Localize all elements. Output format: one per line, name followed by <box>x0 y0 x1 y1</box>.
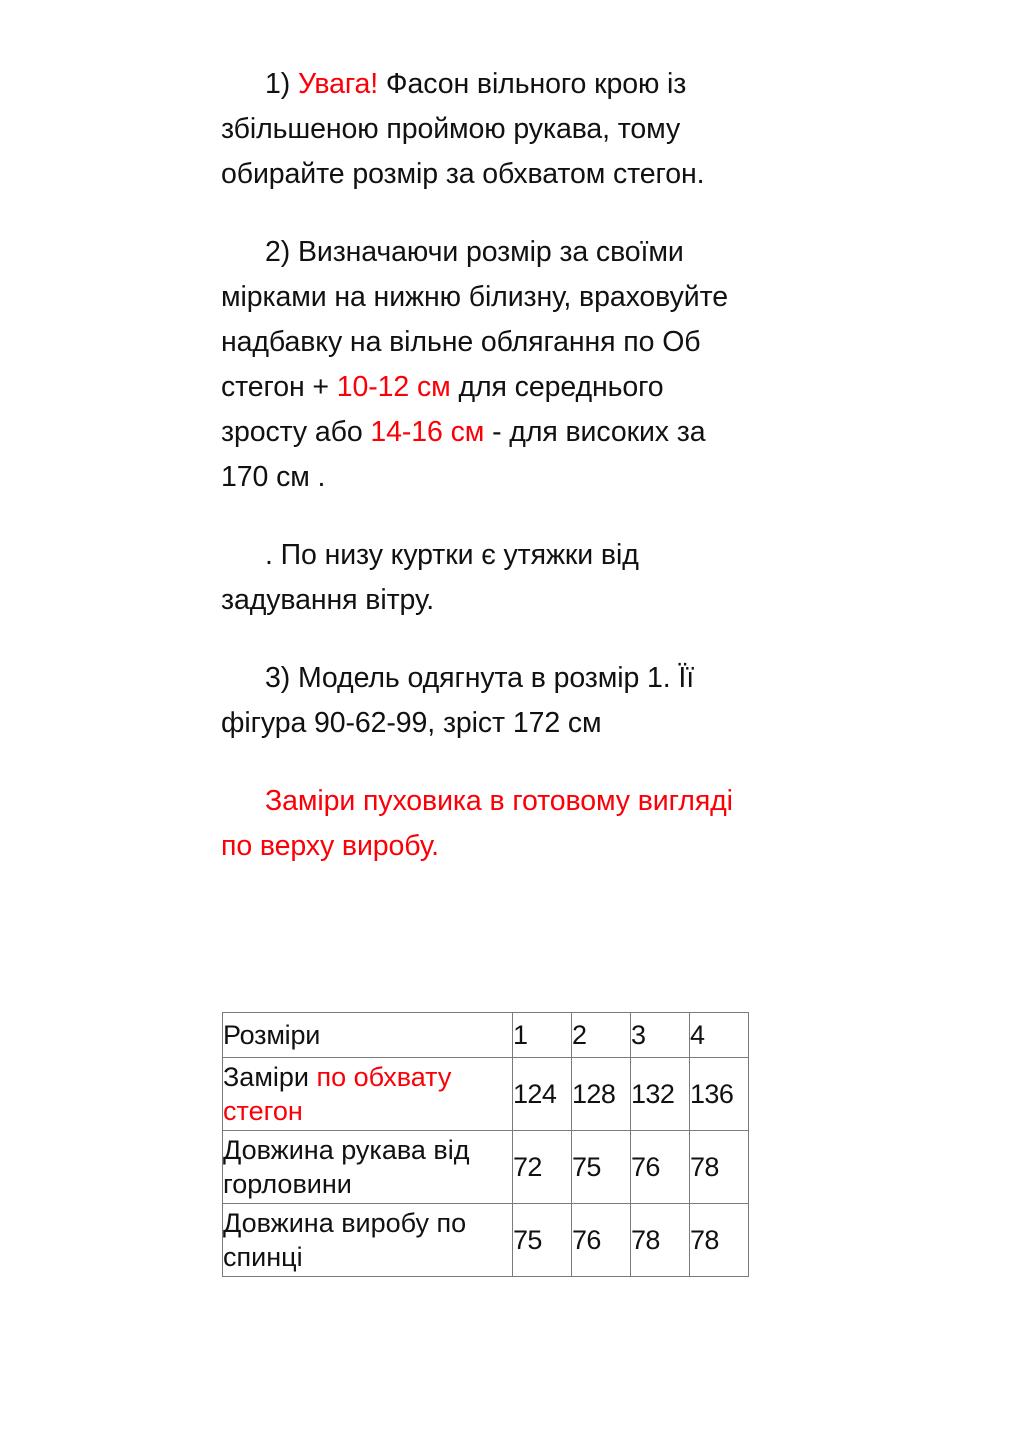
table-cell-value-2: 75 <box>572 1131 631 1204</box>
table-row-label <box>223 1204 513 1277</box>
body-text: 1) <box>265 68 298 100</box>
table-header-row <box>223 1013 749 1058</box>
red-emphasis-text: по обхвату стегон <box>223 1062 452 1126</box>
body-text: для середнього зросту або <box>221 371 664 448</box>
body-text: Довжина виробу по спинці <box>223 1208 467 1272</box>
table-row <box>223 1204 749 1277</box>
paragraph-1 <box>221 62 749 197</box>
table-row <box>223 1058 749 1131</box>
table-cell-value-3: 132 <box>631 1058 690 1131</box>
table-cell-value-3: 76 <box>631 1131 690 1204</box>
paragraph-2 <box>221 230 749 500</box>
paragraph-4 <box>221 656 749 746</box>
table-row-label <box>223 1131 513 1204</box>
text-content-column <box>221 62 749 869</box>
table-cell-value-2: 128 <box>572 1058 631 1131</box>
body-text: Довжина рукава від горловини <box>223 1135 470 1199</box>
table-cell-value-1: 72 <box>513 1131 572 1204</box>
table-cell-value-2: 76 <box>572 1204 631 1277</box>
table-body <box>223 1058 749 1277</box>
table-cell-value-4: 78 <box>690 1131 749 1204</box>
table-cell-value-1: 124 <box>513 1058 572 1131</box>
size-table <box>222 1012 749 1277</box>
red-emphasis-text: 14-16 см <box>370 416 485 448</box>
table-cell-value-4: 136 <box>690 1058 749 1131</box>
table-header-label: Розміри <box>223 1013 513 1058</box>
table-row <box>223 1131 749 1204</box>
table-row-label <box>223 1058 513 1131</box>
red-emphasis-text: Увага! <box>297 68 379 100</box>
table-cell-value-4: 78 <box>690 1204 749 1277</box>
body-text: . По низу куртки є утяжки від задування вітру. <box>221 539 639 616</box>
table-cell-value-3: 78 <box>631 1204 690 1277</box>
paragraph-3 <box>221 533 749 623</box>
table-header-col-3: 3 <box>631 1013 690 1058</box>
body-text: Заміри <box>223 1062 317 1092</box>
body-text: - для високих за 170 см . <box>221 416 706 493</box>
body-text: 2) Визначаючи розмір за своїми мірками на нижню білизну, враховуйте надбавку на вільне облягання по Об стегон + <box>221 236 728 403</box>
table-cell-value-1: 75 <box>513 1204 572 1277</box>
red-emphasis-text: 10-12 см <box>336 371 451 403</box>
measurements-heading: Заміри пуховика в готовому вигляді по верху виробу. <box>221 785 733 862</box>
body-text: Фасон вільного крою із збільшеною проймою рукава, тому обирайте розмір за обхватом стегон. <box>221 68 705 190</box>
body-text: 3) Модель одягнута в розмір 1. Її фігура 90-62-99, зріст 172 см <box>221 662 695 739</box>
table-header-col-4: 4 <box>690 1013 749 1058</box>
table-header-col-2: 2 <box>572 1013 631 1058</box>
table-header-col-1: 1 <box>513 1013 572 1058</box>
size-table-container <box>222 1012 748 1277</box>
